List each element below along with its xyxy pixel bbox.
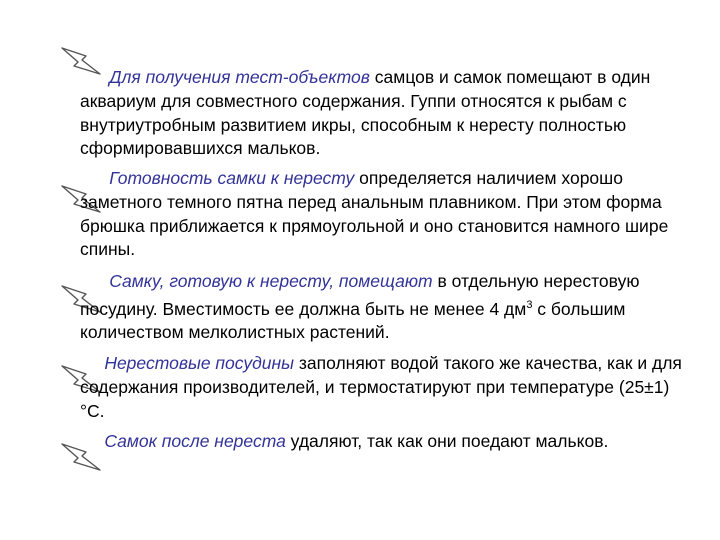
- paragraph-3-text: в отдельную нерестовую посудину. Вместимость ее должна быть не менее 4 дм: [80, 271, 640, 319]
- paragraph-5-text: удаляют, так как они поедают мальков.: [285, 431, 609, 451]
- paragraph-4-indent: [80, 353, 104, 373]
- paragraph-5-highlight: Самок после нереста: [104, 431, 286, 451]
- paragraph-1-indent: [80, 67, 109, 87]
- paragraph-5-indent: [80, 431, 104, 451]
- paragraph-2-text: определяется наличием хорошо заметного темного пятна перед анальным плавником. При этом форма брюшка приближается к прямоугольной и оно становится намного шире спины.: [80, 168, 669, 260]
- paragraph-1: [80, 66, 685, 161]
- paragraph-3-highlight: Самку, готовую к нересту, помещают: [109, 271, 433, 291]
- paragraph-3-indent: [80, 271, 109, 291]
- paragraph-4-text: заполняют водой такого же качества, как и для содержания производителей, и термостатируют при температуре (25±1)°С.: [80, 353, 682, 421]
- paragraph-4-highlight: Нерестовые посудины: [104, 353, 295, 373]
- paragraph-3-superscript: 3: [526, 298, 533, 311]
- paragraph-5: [80, 430, 685, 454]
- paragraph-4: [80, 352, 685, 423]
- paragraph-2: [80, 167, 685, 262]
- paragraph-2-highlight: Готовность самки к нересту: [109, 168, 355, 188]
- paragraph-1-text: самцов и самок помещают в один аквариум для совместного содержания. Гуппи относятся к рыбам с внутриутробным развитием икры, способным к нересту полностью сформировавшихся мальков.: [80, 67, 651, 159]
- paragraph-1-highlight: Для получения тест-объектов: [109, 67, 370, 87]
- paragraph-3-text-after: с большим количеством мелколистных растений.: [80, 298, 626, 343]
- paragraph-2-indent: [80, 168, 109, 188]
- paragraph-3: [80, 270, 685, 345]
